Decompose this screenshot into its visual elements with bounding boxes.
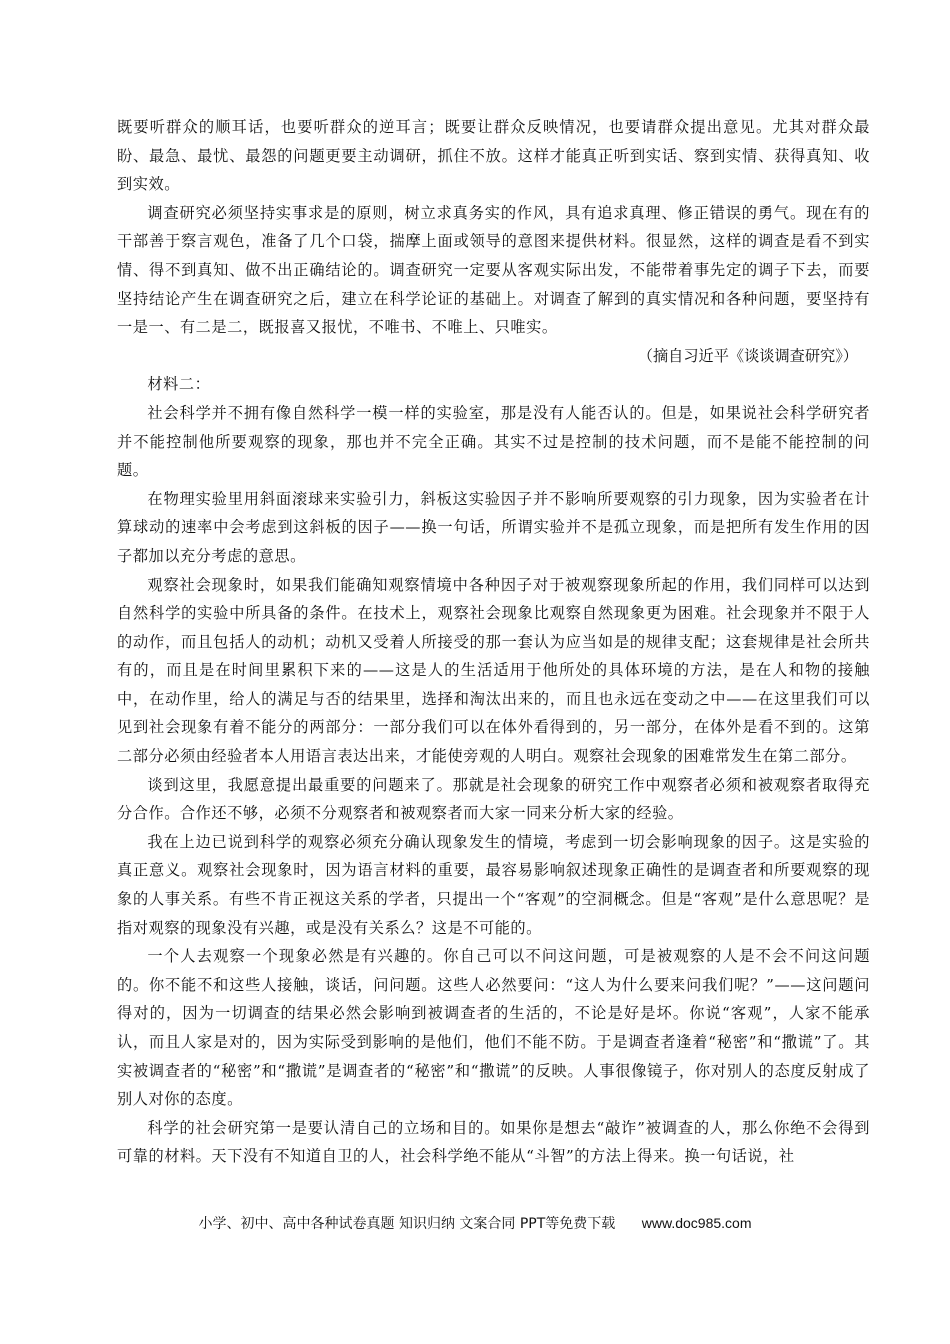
paragraph-laboratory: 社会科学并不拥有像自然科学一模一样的实验室，那是没有人能否认的。但是，如果说社会科学研究者并不能控制他所要观察的现象，那也并不完全正确。其实不过是控制的技术问题，而不是能不能控制的问题。 xyxy=(117,403,870,480)
paragraph-continuation: 既要听群众的顺耳话，也要听群众的逆耳言；既要让群众反映情况，也要请群众提出意见。尤其对群众最盼、最急、最忧、最怨的问题更要主动调研，抓住不放。这样才能真正听到实话、察到实情、获得真知、收到实效。 xyxy=(117,118,870,194)
paragraph-observing-social-phenomena: 观察社会现象时，如果我们能确知观察情境中各种因子对于被观察现象所起的作用，我们同样可以达到自然科学的实验中所具备的条件。在技术上，观察社会现象比观察自然现象更为困难。社会现象并不限于人的动作，而且包括人的动机；动机又受着人所接受的那一套认为应当如是的规律支配；这套规律是社会所共有的，而且是在时间里累积下来的——这是人的生活适用于他所处的具体环境的方法，是在人和物的接触中，在动作里，给人的满足与否的结果里，选择和淘汰出来的，而且也永远在变动之中——在这里我们可以见到社会现象有着不能分的两部分：一部分我们可以在体外看得到的，另一部分，在体外是看不到的。这第二部分必须由经验者本人用语言表达出来，才能使旁观的人明白。观察社会现象的困难常发生在第二部分。 xyxy=(117,575,870,766)
paragraph-fact-seeking: 调查研究必须坚持实事求是的原则，树立求真务实的作风，具有追求真理、修正错误的勇气。现在有的干部善于察言观色，准备了几个口袋，揣摩上面或领导的意图来提供材料。很显然，这样的调查是看不到实情、得不到真知、做不出正确结论的。调查研究一定要从客观实际出发，不能带着事先定的调子下去，而要坚持结论产生在调查研究之后，建立在科学论证的基础上。对调查了解到的真实情况和各种问题，要坚持有一是一、有二是二，既报喜又报忧，不唯书、不唯上、只唯实。 xyxy=(117,203,870,337)
document-body xyxy=(117,113,870,1171)
footer-text: 小学、初中、高中各种试卷真题 知识归纳 文案合同 PPT等免费下载 xyxy=(198,1216,616,1232)
paragraph-interest: 一个人去观察一个现象必然是有兴趣的。你自己可以不问这问题，可是被观察的人是不会不问这问题的。你不能不和这些人接触，谈话，问问题。这些人必然要问：“这人为什么要来问我们呢？”——这问题问得对的，因为一切调查的结果必然会影响到被调查者的生活的，不论是好是坏。你说“客观”，人家不能承认，而且人家是对的，因为实际受到影响的是他们，他们不能不防。于是调查者逢着“秘密”和“撒谎”了。其实被调查者的“秘密”和“撒谎”是调查者的“秘密”和“撒谎”的反映。人事很像镜子，你对别人的态度反射成了别人对你的态度。 xyxy=(117,947,870,1109)
page-footer xyxy=(0,1213,950,1233)
section-heading-material-two: 材料二： xyxy=(147,375,211,394)
paragraph-standpoint: 科学的社会研究第一是要认清自己的立场和目的。如果你是想去“敲诈”被调查的人，那么你绝不会得到可靠的材料。天下没有不知道自卫的人，社会科学绝不能从“斗智”的方法上得来。换一句话说，社 xyxy=(117,1118,870,1166)
source-citation: （摘自习近平《谈谈调查研究》） xyxy=(637,346,858,365)
paragraph-physics-experiment: 在物理实验里用斜面滚球来实验引力，斜板这实验因子并不影响所要观察的引力现象，因为实验者在计算球动的速率中会考虑到这斜板的因子——换一句话，所谓实验并不是孤立现象，而是把所有发生作用的因子都加以充分考虑的意思。 xyxy=(117,489,870,565)
paragraph-cooperation: 谈到这里，我愿意提出最重要的问题来了。那就是社会现象的研究工作中观察者必须和被观察者取得充分合作。合作还不够，必须不分观察者和被观察者而大家一同来分析大家的经验。 xyxy=(117,775,870,823)
footer-url: www.doc985.com xyxy=(641,1215,752,1231)
paragraph-objectivity: 我在上边已说到科学的观察必须充分确认现象发生的情境，考虑到一切会影响现象的因子。这是实验的真正意义。观察社会现象时，因为语言材料的重要，最容易影响叙述现象正确性的是调查者和所要观察的现象的人事关系。有些不肯正视这关系的学者，只提出一个“客观”的空洞概念。但是“客观”是什么意思呢？是指对观察的现象没有兴趣，或是没有关系么？这是不可能的。 xyxy=(117,832,870,937)
